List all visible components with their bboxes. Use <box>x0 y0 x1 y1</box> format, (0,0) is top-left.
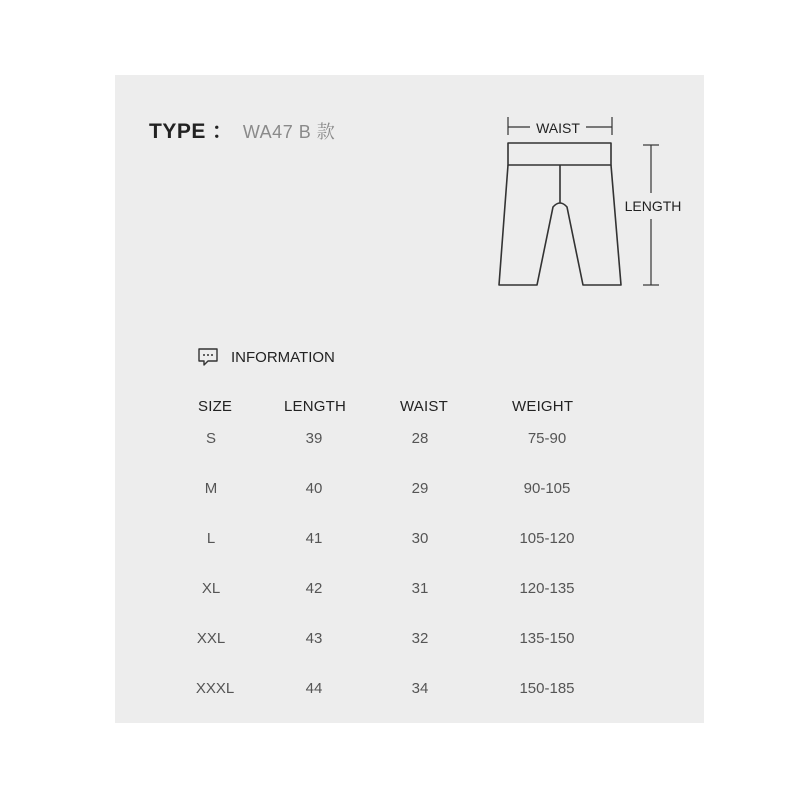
size-chart-card <box>115 75 704 723</box>
size-cell: XL <box>201 580 221 597</box>
size-cell: XXXL <box>195 680 235 697</box>
weight-cell: 135-150 <box>519 630 575 647</box>
length-cell: 40 <box>305 480 323 497</box>
weight-cell: 150-185 <box>519 680 575 697</box>
information-title: INFORMATION <box>231 348 335 366</box>
column-header-waist: WAIST <box>400 398 448 415</box>
shorts-measurement-diagram <box>115 75 704 335</box>
waist-cell: 28 <box>411 430 429 447</box>
waist-cell: 34 <box>411 680 429 697</box>
column-header-length: LENGTH <box>284 398 347 415</box>
size-cell: L <box>206 530 216 547</box>
waist-cell: 29 <box>411 480 429 497</box>
chat-bubble-icon <box>197 347 219 367</box>
length-measure-line <box>643 145 659 285</box>
waist-label: WAIST <box>536 120 580 136</box>
weight-cell: 90-105 <box>523 480 571 497</box>
length-label: LENGTH <box>624 198 682 214</box>
shorts-outline <box>499 143 621 285</box>
size-cell: XXL <box>196 630 226 647</box>
type-label: TYPE <box>149 120 206 143</box>
size-cell: M <box>204 480 218 497</box>
waist-cell: 30 <box>411 530 429 547</box>
waist-cell: 31 <box>411 580 429 597</box>
column-header-size: SIZE <box>198 398 233 415</box>
type-colon: ： <box>211 120 233 143</box>
waist-cell: 32 <box>411 630 429 647</box>
length-cell: 41 <box>305 530 323 547</box>
length-cell: 44 <box>305 680 323 697</box>
type-value: WA47 B 款 <box>242 122 336 142</box>
length-cell: 39 <box>305 430 323 447</box>
weight-cell: 105-120 <box>519 530 575 547</box>
length-cell: 42 <box>305 580 323 597</box>
information-header <box>197 347 335 367</box>
weight-cell: 75-90 <box>527 430 567 447</box>
weight-cell: 120-135 <box>519 580 575 597</box>
length-cell: 43 <box>305 630 323 647</box>
column-header-weight: WEIGHT <box>512 398 574 415</box>
size-cell: S <box>205 430 217 447</box>
